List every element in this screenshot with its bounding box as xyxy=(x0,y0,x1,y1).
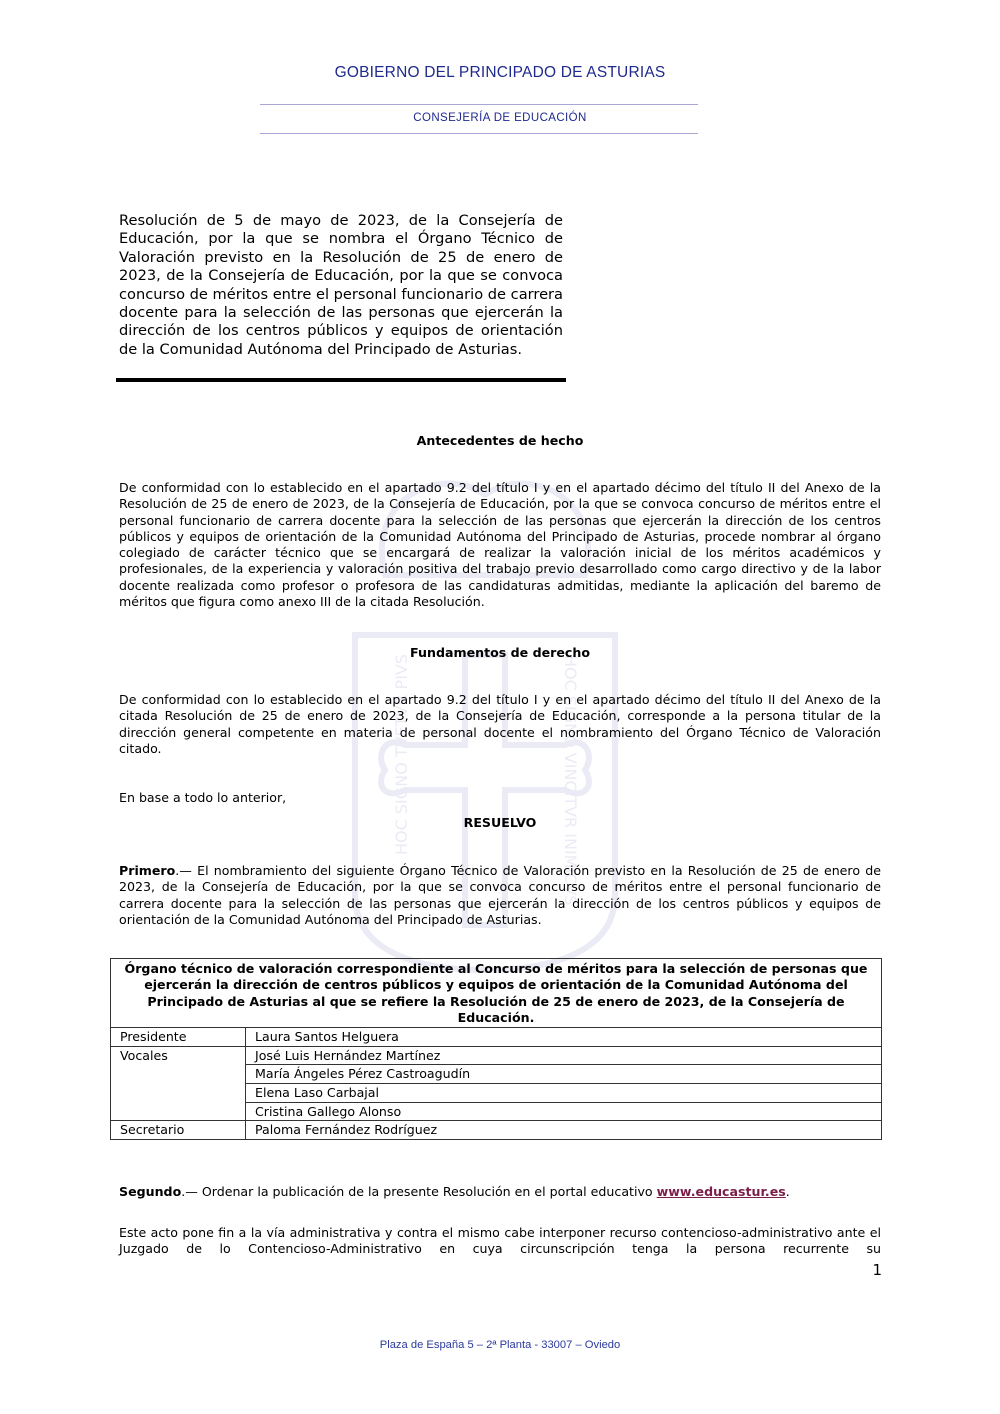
header-title: GOBIERNO DEL PRINCIPADO DE ASTURIAS xyxy=(334,64,666,81)
heading-antecedentes: Antecedentes de hecho xyxy=(416,433,584,448)
table-caption-row xyxy=(111,959,882,1028)
table-row xyxy=(111,1065,882,1084)
role-cell xyxy=(111,1065,246,1084)
table-row xyxy=(111,1046,882,1065)
segundo-label: Segundo xyxy=(119,1184,182,1199)
heading-fundamentos: Fundamentos de derecho xyxy=(410,645,590,660)
role-cell xyxy=(111,1083,246,1102)
title-underline xyxy=(116,378,566,382)
table-row xyxy=(111,1083,882,1102)
intro-resolve: En base a todo lo anterior, xyxy=(119,790,287,805)
primero-dash: .— xyxy=(175,863,198,878)
name-cell: María Ángeles Pérez Castroagudín xyxy=(246,1065,882,1084)
segundo-dash: .— xyxy=(181,1184,202,1199)
footer-address: Plaza de España 5 – 2ª Planta - 33007 – Oviedo xyxy=(379,1339,621,1351)
page-number: 1 xyxy=(872,1261,882,1279)
role-cell xyxy=(111,1102,246,1121)
role-cell: Presidente xyxy=(111,1028,246,1047)
role-cell: Secretario xyxy=(111,1121,246,1140)
name-cell: Paloma Fernández Rodríguez xyxy=(246,1121,882,1140)
name-cell: José Luis Hernández Martínez xyxy=(246,1046,882,1065)
name-cell: Laura Santos Helguera xyxy=(246,1028,882,1047)
paragraph-closing: Este acto pone fin a la vía administrativa y contra el mismo cabe interponer recurso contencioso-administrativo ante el Juzgado de lo Contencioso-Administrativo en cuya circunscripción tenga la persona recurrente su xyxy=(119,1225,881,1257)
watermark-text-left: HOC SIGNO TVETVR PIVS xyxy=(392,653,411,855)
document-title: Resolución de 5 de mayo de 2023, de la Consejería de Educación, por la que se nombra el Órgano Técnico de Valoración previsto en la Resolución de 25 de enero de 2023, de la Consejería de Educación, por la que se convoca concurso de méritos entre el personal funcionario de carrera docente para la selección de las personas que ejercerán la dirección de los centros públicos y equipos de orientación de la Comunidad Autónoma del Principado de Asturias. xyxy=(119,212,563,358)
organo-tecnico-table xyxy=(110,958,882,1140)
name-cell: Elena Laso Carbajal xyxy=(246,1083,882,1102)
educastur-link[interactable]: www.educastur.es xyxy=(656,1184,786,1199)
name-cell: Cristina Gallego Alonso xyxy=(246,1102,882,1121)
header-rule-bottom xyxy=(260,133,698,134)
paragraph-antecedentes: De conformidad con lo establecido en el apartado 9.2 del título I y en el apartado décimo del título II del Anexo de la Resolución de 25 de enero de 2023, de la Consejería de Educación, por la que se convoca concurso de méritos entre el personal funcionario de carrera docente para la selección de las personas que ejercerán la dirección de los centros públicos y equipos de orientación de la Comunidad Autónoma del Principado de Asturias, procede nombrar al órgano colegiado de carácter técnico que se encargará de realizar la valoración inicial de los méritos académicos y profesionales, de la experiencia y valoración positiva del trabajo previo desarrollado como cargo directivo y de la labor docente realizada como profesor o profesora de las candidaturas admitidas, mediante la aplicación del baremo de méritos que figura como anexo III de la citada Resolución. xyxy=(119,480,881,610)
heading-resuelvo: RESUELVO xyxy=(463,815,537,830)
segundo-text: Ordenar la publicación de la presente Resolución en el portal educativo xyxy=(201,1184,657,1199)
table-row xyxy=(111,1028,882,1047)
table-caption: Órgano técnico de valoración correspondiente al Concurso de méritos para la selección de personas que ejercerán la dirección de centros públicos y equipos de orientación de la Comunidad Autónoma del Principado de Asturias al que se refiere la Resolución de 25 de enero de 2023, de la Consejería de Educación. xyxy=(111,959,882,1028)
watermark-text-right: HOC SIGNO VINCITVR INIMICVS xyxy=(561,655,580,906)
primero-label: Primero xyxy=(119,863,176,878)
paragraph-fundamentos: De conformidad con lo establecido en el apartado 9.2 del título I y en el apartado décimo del título II del Anexo de la citada Resolución de 25 de enero de 2023, de la Consejería de Educación, corresponde a la persona titular de la dirección general competente en materia de personal docente el nombramiento del Órgano Técnico de Valoración citado. xyxy=(119,692,881,756)
header-rule-top xyxy=(260,104,698,105)
paragraph-segundo xyxy=(119,1184,881,1200)
segundo-end: . xyxy=(785,1184,790,1199)
header-subtitle: CONSEJERÍA DE EDUCACIÓN xyxy=(413,112,587,124)
table-row xyxy=(111,1102,882,1121)
paragraph-primero xyxy=(119,863,881,928)
primero-text: El nombramiento del siguiente Órgano Técnico de Valoración previsto en la Resolución de 25 de enero de 2023, de la Consejería de Educación, por la que se convoca concurso de méritos entre el personal funcionario de carrera docente para la selección de las personas que ejercerán la dirección de los centros públicos y equipos de orientación de la Comunidad Autónoma del Principado de Asturias. xyxy=(119,863,881,927)
role-cell: Vocales xyxy=(111,1046,246,1065)
table-row xyxy=(111,1121,882,1140)
